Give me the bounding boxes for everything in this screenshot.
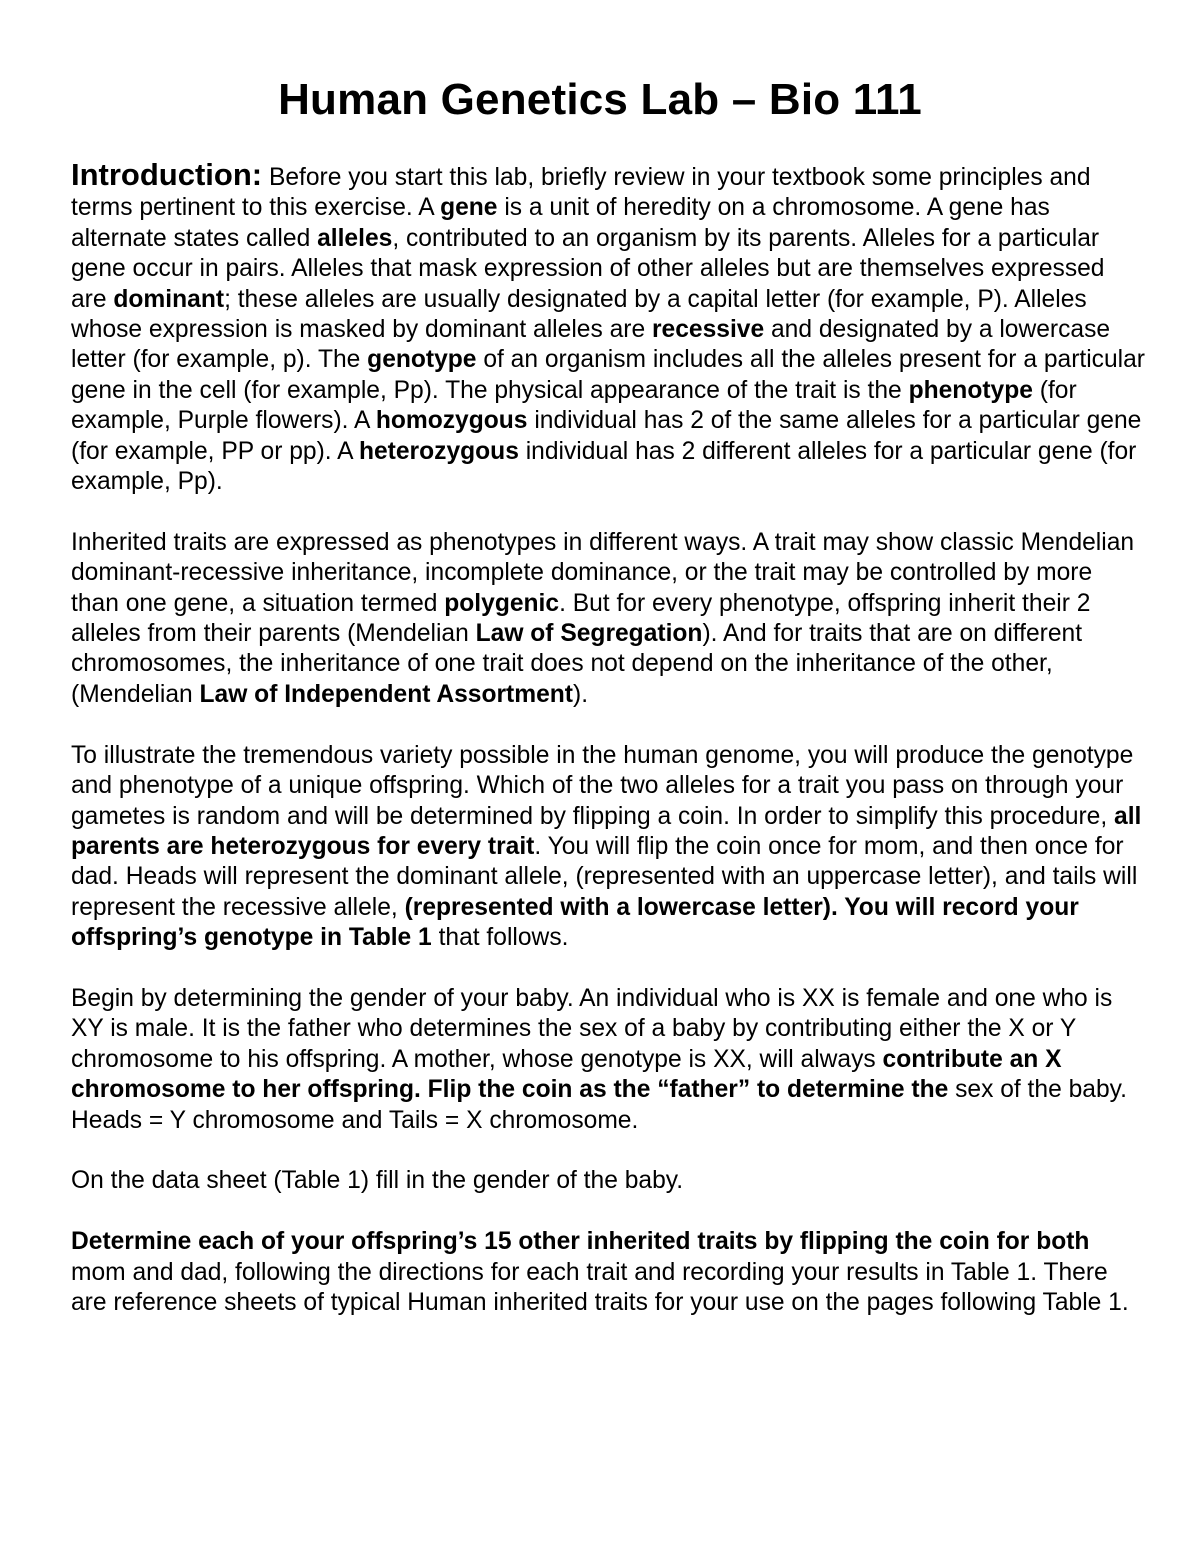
term-polygenic: polygenic bbox=[444, 589, 560, 617]
term-heterozygous: heterozygous bbox=[358, 437, 519, 465]
emphasis-heterozygous-parents: all parents are heterozygous for every trait bbox=[71, 802, 1142, 860]
term-law-of-segregation: Law of Segregation bbox=[475, 620, 703, 648]
term-homozygous: homozygous bbox=[375, 407, 528, 435]
intro-heading: Introduction: bbox=[71, 157, 263, 192]
gender-paragraph bbox=[71, 984, 1146, 1136]
term-gene: gene bbox=[440, 194, 498, 222]
term-dominant: dominant bbox=[113, 285, 225, 313]
term-alleles: alleles bbox=[317, 224, 393, 252]
intro-text: Before you start this lab, briefly review in your textbook some principles and terms pertinent to this exercise. A bbox=[71, 164, 1091, 222]
intro-text: and designated by a lowercase letter (for example, p). The bbox=[71, 316, 1111, 374]
intro-paragraph bbox=[71, 157, 1146, 497]
term-recessive: recessive bbox=[651, 316, 765, 344]
procedure-text: To illustrate the tremendous variety possible in the human genome, you will produce the genotype and phenotype of a unique offspring. Which of the two alleles for a trait you pass on through your gametes is random and will be determined by flipping a coin. In order to simplify this procedure, bbox=[71, 741, 1134, 830]
datasheet-paragraph: On the data sheet (Table 1) fill in the gender of the baby. bbox=[71, 1167, 684, 1195]
term-law-of-independent-assortment: Law of Independent Assortment bbox=[199, 680, 573, 708]
emphasis-record-genotype: (represented with a lowercase letter). You will record your offspring’s genotype in Table 1 bbox=[71, 893, 1079, 952]
gender-text: sex of the baby. Heads = Y chromosome and Tails = X chromosome. bbox=[71, 1076, 1127, 1134]
procedure-text: that follows. bbox=[431, 924, 569, 952]
intro-text: (for example, Purple flowers). A bbox=[71, 376, 1077, 435]
inheritance-text: Inherited traits are expressed as phenotypes in different ways. A trait may show classic Mendelian dominant-recessive inheritance, incomplete dominance, or the trait may be controlled by more than one gene, a situation termed bbox=[71, 528, 1135, 617]
gender-text: Begin by determining the gender of your baby. An individual who is XX is female and one who is XY is male. It is the father who determines the sex of a baby by contributing either the X or Y chromosome to his offspring. A mother, whose genotype is XX, will always bbox=[71, 984, 1113, 1073]
determine-paragraph bbox=[71, 1227, 1146, 1318]
emphasis-flip-coin: contribute an X chromosome to her offspring. Flip the coin as the “father” to determine the bbox=[71, 1045, 1062, 1104]
procedure-paragraph bbox=[71, 741, 1146, 954]
determine-text: mom and dad, following the directions for each trait and recording your results in Table 1. There are reference sheets of typical Human inherited traits for your use on the pages following Table 1. bbox=[71, 1258, 1129, 1316]
intro-text: , contributed to an organism by its parents. Alleles for a particular gene occur in pairs. Alleles that mask expression of other alleles but are themselves expressed are bbox=[71, 224, 1105, 313]
intro-text: individual has 2 different alleles for a particular gene (for example, Pp). bbox=[71, 437, 1137, 496]
term-phenotype: phenotype bbox=[908, 376, 1033, 404]
intro-text: is a unit of heredity on a chromosome. A gene has alternate states called bbox=[71, 194, 1050, 252]
inheritance-text: . But for every phenotype, offspring inherit their 2 alleles from their parents (Mendelian bbox=[71, 589, 1091, 648]
inheritance-text: ). And for traits that are on different chromosomes, the inheritance of one trait does not depend on the inheritance of the other, (Mendelian bbox=[71, 620, 1083, 708]
intro-text: of an organism includes all the alleles present for a particular gene in the cell (for example, Pp). The physical appearance of the trait is the bbox=[71, 346, 1145, 404]
procedure-text: . You will flip the coin once for mom, and then once for dad. Heads will represent the dominant allele, (represented with an uppercase letter), and tails will represent the recessive allele, bbox=[71, 832, 1138, 921]
inheritance-paragraph bbox=[71, 528, 1146, 710]
term-genotype: genotype bbox=[367, 346, 477, 374]
inheritance-text: ). bbox=[573, 680, 589, 708]
intro-text: individual has 2 of the same alleles for a particular gene (for example, PP or pp). A bbox=[71, 407, 1142, 465]
document-body bbox=[71, 157, 1146, 1349]
intro-text: ; these alleles are usually designated by a capital letter (for example, P). Alleles whose expression is masked by dominant alleles are bbox=[71, 285, 1087, 344]
emphasis-determine-traits: Determine each of your offspring’s 15 other inherited traits by flipping the coin for both bbox=[71, 1228, 1090, 1256]
page-title: Human Genetics Lab – Bio 111 bbox=[278, 75, 922, 124]
